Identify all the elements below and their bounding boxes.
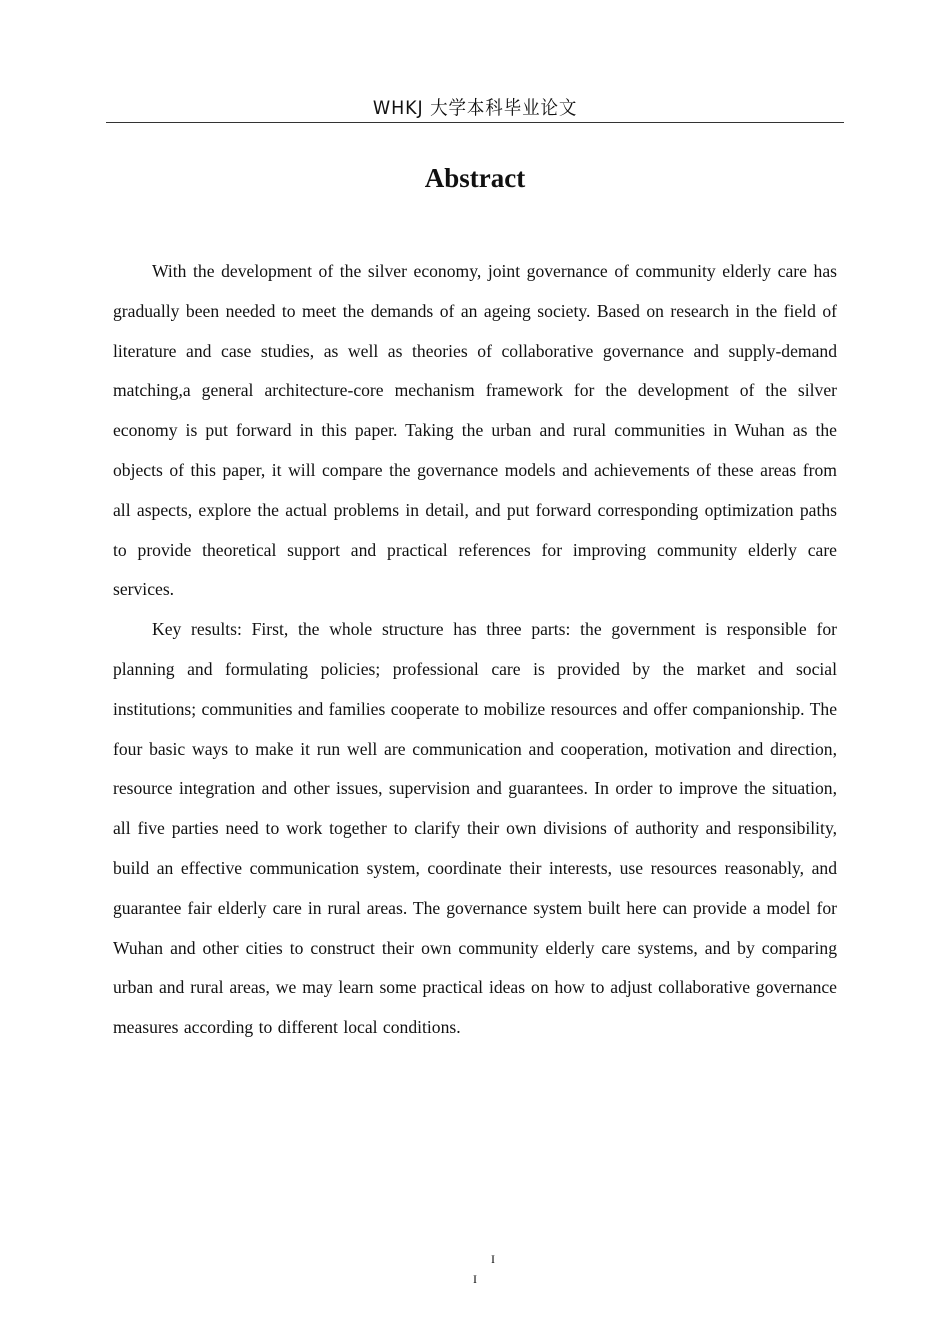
abstract-body — [113, 252, 837, 1048]
header-text: WHKJ 大学本科毕业论文 — [372, 97, 578, 119]
abstract-paragraph-2: Key results: First, the whole structure has three parts: the government is responsible for planning and formulating policies; professional care is provided by the market and social institutions; communities and families cooperate to mobilize resources and offer companionship. The four basic ways to make it run well are communication and cooperation, motivation and direction, resource integration and other issues, supervision and guarantees. In order to improve the situation, all five parties need to work together to clarify their own divisions of authority and responsibility, build an effective communication system, coordinate their interests, use resources reasonably, and guarantee fair elderly care in rural areas. The governance system built here can provide a model for Wuhan and other cities to construct their own community elderly care systems, and by comparing urban and rural areas, we may learn some practical ideas on how to adjust collaborative governance measures according to different local conditions. — [113, 619, 837, 1038]
page-number: I — [491, 1252, 495, 1266]
page-title: Abstract — [424, 163, 526, 193]
page-number-secondary: I — [473, 1272, 477, 1286]
running-header — [106, 94, 844, 123]
abstract-paragraph-1: With the development of the silver economy, joint governance of community elderly care has gradually been needed to meet the demands of an ageing society. Based on research in the field of literature and case studies, as well as theories of collaborative governance and supply-demand matching,a general architecture-core mechanism framework for the development of the silver economy is put forward in this paper. Taking the urban and rural communities in Wuhan as the objects of this paper, it will compare the governance models and achievements of these areas from all aspects, explore the actual problems in detail, and put forward corresponding optimization paths to provide theoretical support and practical references for improving community elderly care services. — [113, 261, 837, 600]
